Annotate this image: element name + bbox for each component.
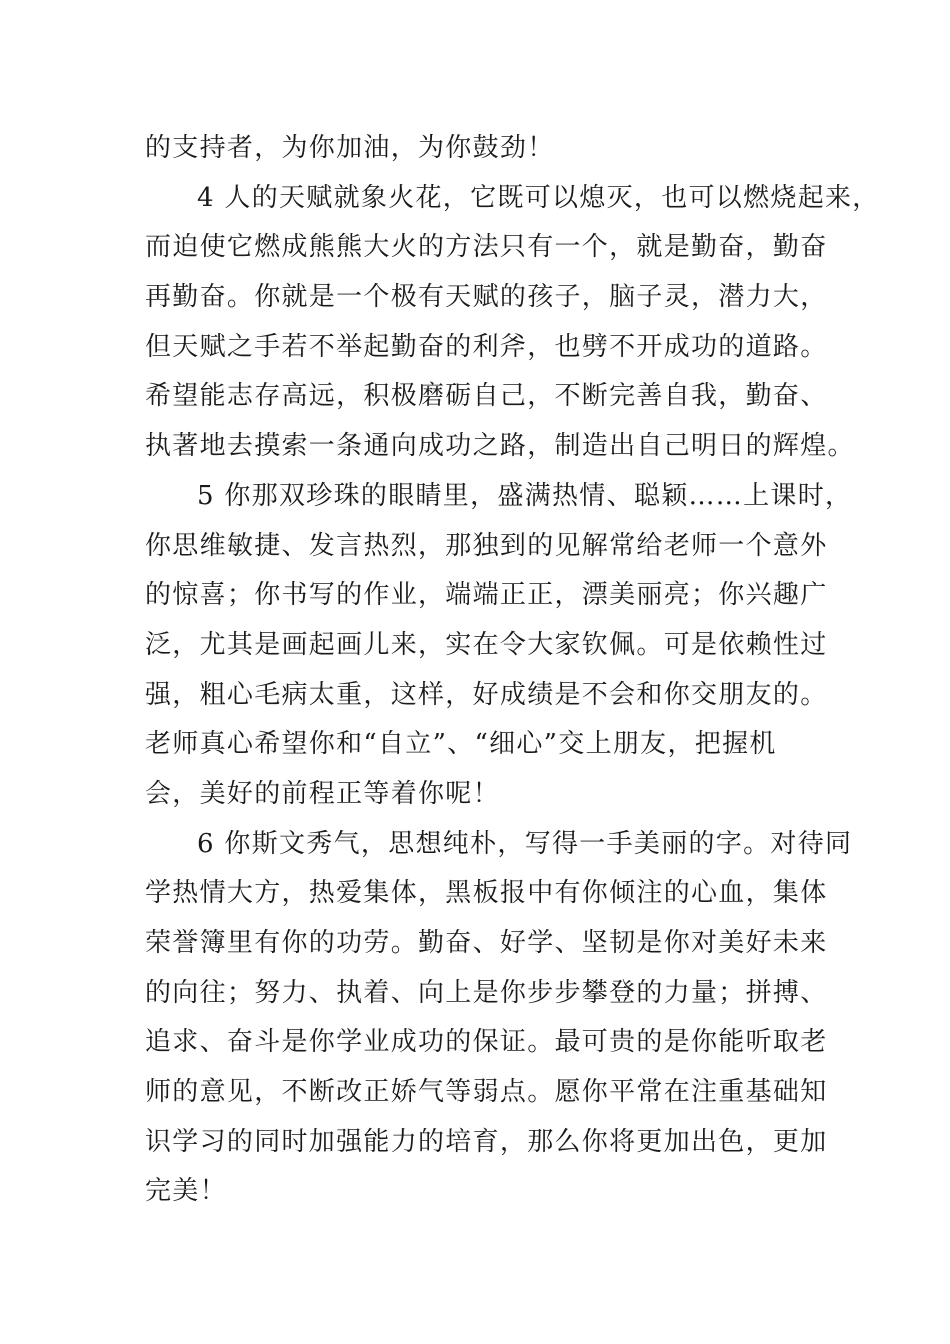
paragraph-5 (145, 476, 853, 824)
text-line: 的向往；努力、执着、向上是你步步攀登的力量；拼搏、 (145, 977, 828, 1008)
text-line: 强，粗心毛病太重，这样，好成绩是不会和你交朋友的。 (145, 679, 828, 710)
text-line: 师的意见，不断改正娇气等弱点。愿你平常在注重基础知 (145, 1077, 828, 1108)
text-line: 4 人的天赋就象火花，它既可以熄灭，也可以燃烧起来， (197, 182, 880, 213)
text-line: 荣誉簿里有你的功劳。勤奋、好学、坚韧是你对美好未来 (145, 928, 828, 958)
text-line: 你思维敏捷、发言热烈，那独到的见解常给老师一个意外 (145, 530, 828, 561)
text-line: 会，美好的前程正等着你呢！ (145, 778, 500, 809)
text-line: 的惊喜；你书写的作业，端端正正，漂美丽亮；你兴趣广 (145, 580, 828, 611)
text-line: 追求、奋斗是你学业成功的保证。最可贵的是你能听取老 (145, 1027, 828, 1058)
paragraph-6 (145, 824, 853, 1222)
text-line: 完美！ (145, 1176, 227, 1207)
text-line: 老师真心希望你和“自立”、“细心”交上朋友，把握机 (145, 729, 777, 760)
text-line: 学热情大方，热爱集体，黑板报中有你倾注的心血，集体 (145, 878, 828, 909)
text-line: 6 你斯文秀气，思想纯朴，写得一手美丽的字。对待同 (197, 828, 853, 859)
paragraph-continuation (145, 128, 835, 178)
text-line: 泛，尤其是画起画儿来，实在令大家钦佩。可是依赖性过 (145, 629, 828, 660)
text-line: 的支持者，为你加油，为你鼓劲！ (145, 133, 555, 163)
document-page (145, 128, 880, 1221)
text-line: 识学习的同时加强能力的培育，那么你将更加出色，更加 (145, 1126, 828, 1157)
text-line: 再勤奋。你就是一个极有天赋的孩子，脑子灵，潜力大， (145, 282, 828, 313)
text-line: 希望能志存高远，积极磨砺自己，不断完善自我，勤奋、 (145, 381, 828, 412)
text-line: 执著地去摸索一条通向成功之路，制造出自己明日的辉煌。 (145, 431, 855, 462)
text-line: 但天赋之手若不举起勤奋的利斧，也劈不开成功的道路。 (145, 331, 828, 362)
text-line: 而迫使它燃成熊熊大火的方法只有一个，就是勤奋，勤奋 (145, 232, 828, 263)
text-line: 5 你那双珍珠的眼睛里，盛满热情、聪颖……上课时， (197, 480, 853, 511)
paragraph-4 (145, 178, 880, 476)
